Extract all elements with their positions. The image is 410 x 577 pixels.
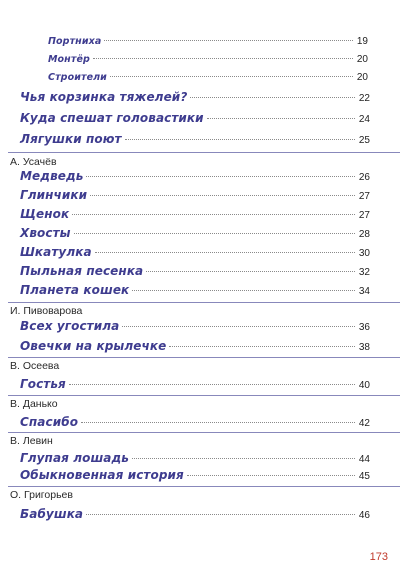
entry-page: 22 xyxy=(358,93,370,104)
entry-title: Шкатулка xyxy=(20,245,92,259)
toc-entry[interactable] xyxy=(20,225,370,241)
entry-page: 46 xyxy=(358,510,370,521)
toc-entry[interactable] xyxy=(48,70,368,86)
entry-title: Гостья xyxy=(20,377,66,391)
leader-dots xyxy=(72,214,355,215)
page-number: 173 xyxy=(369,551,388,563)
leader-dots xyxy=(122,326,355,327)
toc-entry[interactable] xyxy=(20,376,370,392)
leader-dots xyxy=(90,195,355,196)
leader-dots xyxy=(104,40,353,41)
entry-title: Всех угостила xyxy=(20,319,120,333)
entry-title: Строители xyxy=(48,72,107,83)
toc-entry[interactable] xyxy=(20,506,370,522)
entry-title: Медведь xyxy=(20,169,84,183)
toc-entry[interactable] xyxy=(20,318,370,334)
toc-entry[interactable] xyxy=(20,131,370,147)
section-divider xyxy=(8,152,400,153)
leader-dots xyxy=(95,252,355,253)
entry-page: 26 xyxy=(358,172,370,183)
leader-dots xyxy=(110,76,353,77)
section-divider xyxy=(8,357,400,358)
toc-entry[interactable] xyxy=(20,282,370,298)
entry-page: 25 xyxy=(358,135,370,146)
entry-title: Щенок xyxy=(20,207,70,221)
toc-entry[interactable] xyxy=(20,110,370,126)
toc-entry[interactable] xyxy=(20,187,370,203)
entry-title: Обыкновенная история xyxy=(20,468,184,482)
section-divider xyxy=(8,302,400,303)
leader-dots xyxy=(69,384,355,385)
leader-dots xyxy=(187,475,355,476)
leader-dots xyxy=(86,176,354,177)
entry-page: 32 xyxy=(358,267,370,278)
entry-page: 28 xyxy=(358,229,370,240)
entry-title: Куда спешат головастики xyxy=(20,111,204,125)
author-name: В. Левин xyxy=(10,435,53,447)
author-name: О. Григорьев xyxy=(10,489,73,501)
entry-title: Хвосты xyxy=(20,226,71,240)
entry-title: Глинчики xyxy=(20,188,88,202)
entry-title: Монтёр xyxy=(48,54,90,65)
leader-dots xyxy=(125,139,355,140)
toc-entry[interactable] xyxy=(20,414,370,430)
entry-page: 19 xyxy=(356,36,368,47)
entry-page: 20 xyxy=(356,54,368,65)
section-divider xyxy=(8,395,400,396)
entry-title: Лягушки поют xyxy=(20,132,122,146)
toc-entry[interactable] xyxy=(20,89,370,105)
toc-entry[interactable] xyxy=(20,206,370,222)
toc-entry[interactable] xyxy=(20,467,370,483)
entry-page: 24 xyxy=(358,114,370,125)
author-name: И. Пивоварова xyxy=(10,305,83,317)
leader-dots xyxy=(146,271,355,272)
author-name: В. Осеева xyxy=(10,360,60,372)
toc-entry[interactable] xyxy=(20,168,370,184)
entry-page: 27 xyxy=(358,210,370,221)
entry-page: 20 xyxy=(356,72,368,83)
leader-dots xyxy=(93,58,353,59)
entry-title: Спасибо xyxy=(20,415,79,429)
toc-entry[interactable] xyxy=(48,52,368,68)
author-name: В. Данько xyxy=(10,398,58,410)
entry-page: 30 xyxy=(358,248,370,259)
leader-dots xyxy=(132,458,355,459)
section-divider xyxy=(8,486,400,487)
author-name: А. Усачёв xyxy=(10,156,57,168)
section-divider xyxy=(8,432,400,433)
leader-dots xyxy=(190,97,354,98)
leader-dots xyxy=(81,422,355,423)
entry-title: Глупая лошадь xyxy=(20,451,129,465)
leader-dots xyxy=(86,514,355,515)
toc-entry[interactable] xyxy=(20,338,370,354)
leader-dots xyxy=(132,290,355,291)
toc-entry[interactable] xyxy=(20,450,370,466)
entry-title: Портниха xyxy=(48,36,102,47)
entry-title: Бабушка xyxy=(20,507,84,521)
entry-page: 34 xyxy=(358,286,370,297)
entry-title: Планета кошек xyxy=(20,283,130,297)
toc-entry[interactable] xyxy=(48,34,368,50)
entry-page: 36 xyxy=(358,322,370,333)
toc-entry[interactable] xyxy=(20,263,370,279)
entry-page: 44 xyxy=(358,454,370,465)
entry-page: 40 xyxy=(358,380,370,391)
entry-page: 42 xyxy=(358,418,370,429)
leader-dots xyxy=(169,346,355,347)
entry-page: 45 xyxy=(358,471,370,482)
entry-page: 27 xyxy=(358,191,370,202)
toc-entry[interactable] xyxy=(20,244,370,260)
leader-dots xyxy=(74,233,355,234)
entry-title: Овечки на крылечке xyxy=(20,339,167,353)
entry-title: Чья корзинка тяжелей? xyxy=(20,90,188,104)
leader-dots xyxy=(207,118,355,119)
entry-page: 38 xyxy=(358,342,370,353)
entry-title: Пыльная песенка xyxy=(20,264,144,278)
